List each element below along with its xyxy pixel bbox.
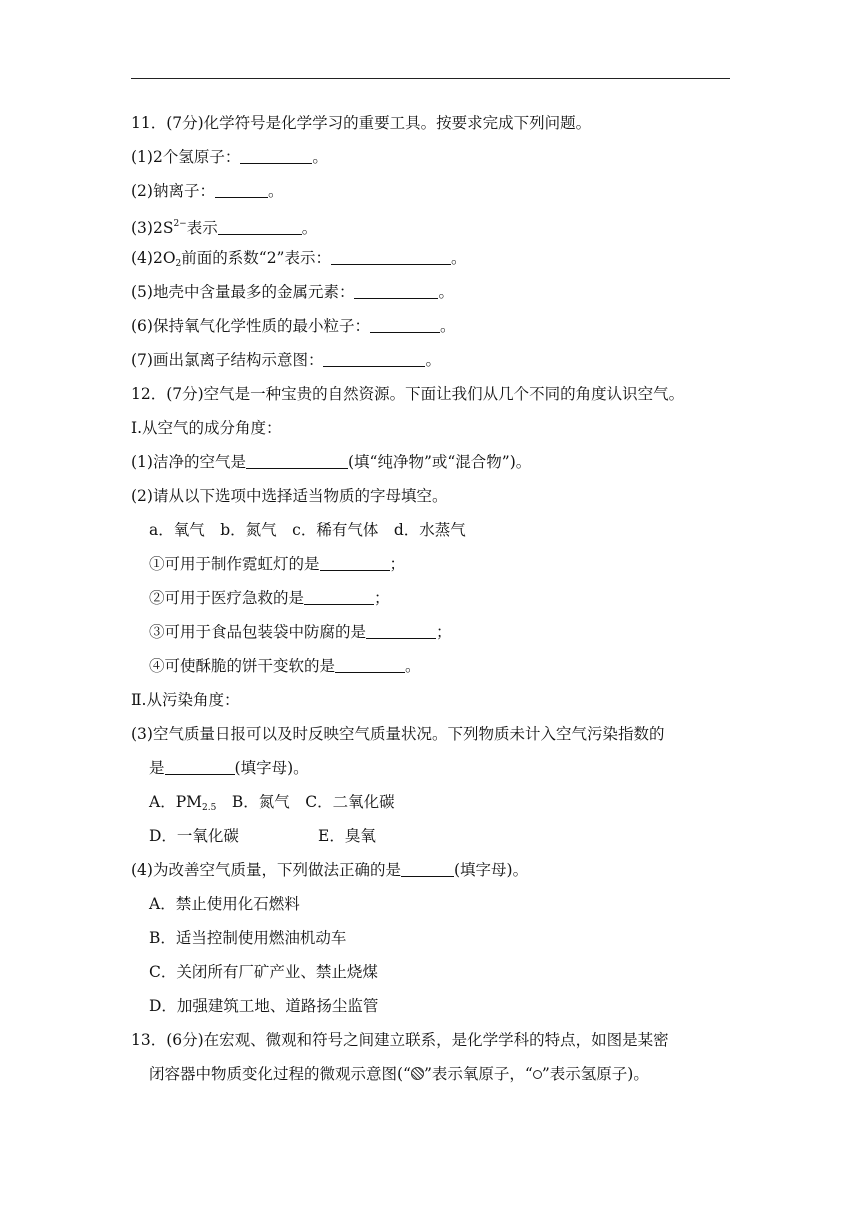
- answer-blank[interactable]: [366, 624, 436, 639]
- q12-sub4: ④可使酥脆的饼干变软的是 。: [149, 657, 421, 675]
- answer-blank[interactable]: [218, 220, 302, 235]
- answer-blank[interactable]: [165, 760, 235, 775]
- q12-part1: (1)洁净的空气是 (填“纯净物”或“混合物”)。: [131, 453, 532, 471]
- q11-part2: (2)钠离子： 。: [131, 182, 284, 200]
- q12-part3-line1: (3)空气质量日报可以及时反映空气质量状况。下列物质未计入空气污染指数的: [131, 725, 665, 743]
- q12-heading: 12．(7分)空气是一种宝贵的自然资源。下面让我们从几个不同的角度认识空气。: [131, 385, 685, 403]
- q12-sub2: ②可用于医疗急救的是 ；: [149, 589, 390, 607]
- answer-blank[interactable]: [215, 183, 268, 198]
- q12-part4: (4)为改善空气质量，下列做法正确的是 (填字母)。: [131, 861, 529, 879]
- q12-part4-option-b: B．适当控制使用燃油机动车: [149, 929, 347, 947]
- oxygen-atom-icon: [411, 1067, 424, 1080]
- answer-blank[interactable]: [401, 862, 454, 877]
- answer-blank[interactable]: [323, 352, 425, 367]
- q12-part4-option-c: C．关闭所有厂矿产业、禁止烧煤: [149, 963, 378, 981]
- q12-part4-option-a: A．禁止使用化石燃料: [149, 895, 300, 913]
- q11-heading: 11．(7分)化学符号是化学学习的重要工具。按要求完成下列问题。: [131, 114, 592, 132]
- answer-blank[interactable]: [370, 318, 440, 333]
- q11-part7: (7)画出氯离子结构示意图： 。: [131, 351, 441, 369]
- hydrogen-atom-icon: [533, 1070, 542, 1079]
- q11-part5: (5)地壳中含量最多的金属元素： 。: [131, 283, 454, 301]
- answer-blank[interactable]: [304, 590, 374, 605]
- q12-part3-option-e: E．臭氧: [318, 827, 376, 845]
- q12-section-1: Ⅰ.从空气的成分角度：: [131, 419, 282, 437]
- q12-part3-option-d: D．一氧化碳: [149, 827, 239, 845]
- answer-blank[interactable]: [354, 284, 438, 299]
- q11-part4: $(4)2O_2$前面的系数“2”表示： 。: [131, 249, 467, 269]
- q13-line1: 13．(6分)在宏观、微观和符号之间建立联系，是化学学科的特点，如图是某密: [131, 1031, 669, 1049]
- q13-line2: 闭容器中物质变化过程的微观示意图(“ ”表示氧原子，“ ”表示氢原子)。: [149, 1065, 649, 1083]
- q12-part4-option-d: D．加强建筑工地、道路扬尘监管: [149, 997, 379, 1015]
- header-rule: [131, 78, 730, 79]
- q12-sub3: ③可用于食品包装袋中防腐的是 ；: [149, 623, 452, 641]
- q12-part3-line2: 是 (填字母)。: [149, 759, 309, 777]
- q12-sub1: ①可用于制作霓虹灯的是 ；: [149, 555, 406, 573]
- q11-part3: $(3)2S^{2-}$表示 。: [131, 219, 318, 237]
- answer-blank[interactable]: [320, 556, 390, 571]
- q12-part2: (2)请从以下选项中选择适当物质的字母填空。: [131, 487, 448, 505]
- q12-part3-options-abc: A．$PM_{2.5}$ B．氮气 C．二氧化碳: [149, 793, 395, 813]
- answer-blank[interactable]: [331, 250, 451, 265]
- q12-options: a．氧气 b．氮气 c．稀有气体 d．水蒸气: [149, 521, 466, 539]
- q12-section-2: Ⅱ.从污染角度：: [131, 691, 240, 709]
- q11-part6: (6)保持氧气化学性质的最小粒子： 。: [131, 317, 456, 335]
- q11-part1: (1)2个氢原子： 。: [131, 148, 328, 166]
- answer-blank[interactable]: [335, 658, 405, 673]
- answer-blank[interactable]: [246, 454, 348, 469]
- answer-blank[interactable]: [240, 149, 312, 164]
